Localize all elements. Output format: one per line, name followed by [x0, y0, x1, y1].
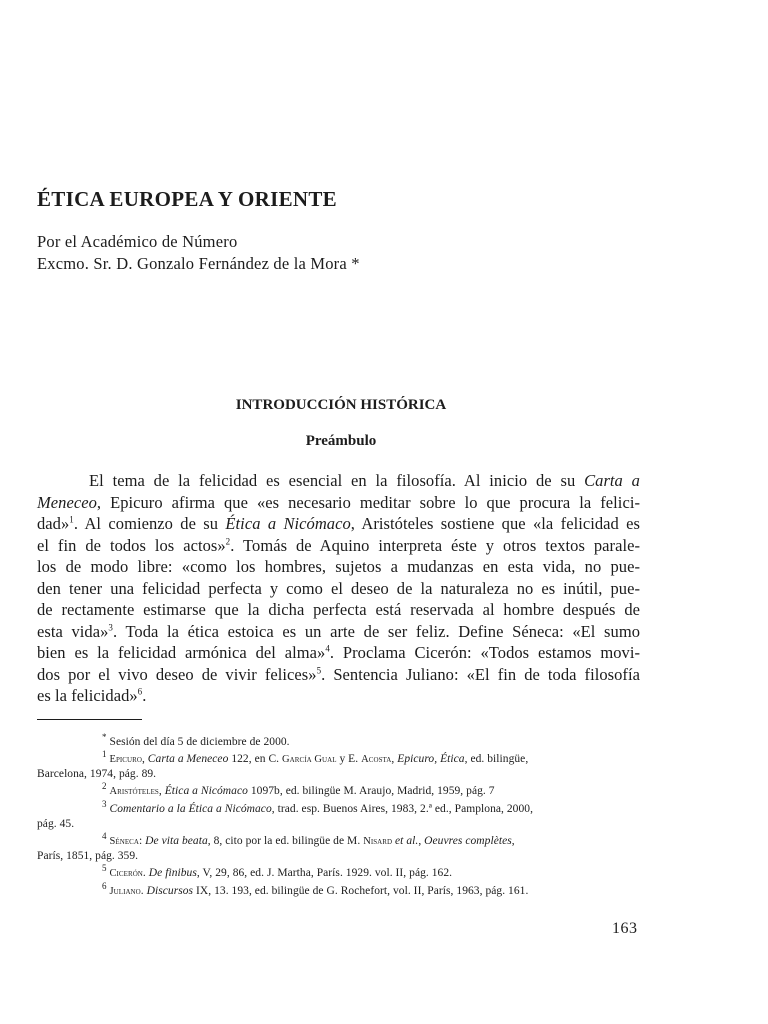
footnote-3: $^3$ Comentario a la Ética a Nicómaco, trad. esp. Buenos Aires, 1983, 2.ª ed., Pamplona, 2000, pág. 45. [37, 799, 533, 830]
byline-role: Por el Académico de Número [37, 232, 238, 251]
footnote-ref[interactable]: 6 [137, 686, 143, 697]
body-line: esta vida»$^3$. Toda la ética estoica es un arte de ser feliz. Define Séneca: «El sumo [37, 621, 641, 641]
footnote-ref[interactable]: 4 [325, 643, 330, 654]
footnote-separator [37, 719, 142, 720]
footnote-4: $^4$ Séneca: De vita beata, 8, cito por la ed. bilingüe de M. Nisard et al., Oeuvres complètes, París, 1851, pág. 359. [37, 830, 515, 862]
footnote-1: $^1$ Epicuro, Carta a Meneceo 122, en C. García Gual y E. Acosta, Epicuro, Ética, ed. bilingüe, Barcelona, 1974, pág. 89. [37, 749, 529, 781]
body-line: los de modo libre: «como los hombres, sujetos a mudanzas en esta vida, no pue- [37, 557, 640, 576]
article-title: ÉTICA EUROPEA Y ORIENTE [37, 187, 337, 211]
subsection-heading: Preámbulo [305, 433, 377, 449]
body-line: dos por el vivo deseo de vivir felices»$^5$. Sentencia Juliano: «El fin de toda filosofía [37, 664, 640, 684]
body-line: el fin de todos los actos»$^2$. Tomás de Aquino interpreta éste y otros textos parale- [37, 535, 640, 555]
footnote-ref[interactable]: 2 [225, 536, 231, 546]
body-line: dad»$^1$. Al comienzo de su Ética a Nicómaco, Aristóteles sostiene que «la felicidad es [37, 514, 641, 533]
page-number: 163 [612, 920, 638, 937]
footnote-ref[interactable]: 5 [316, 665, 322, 675]
body-line: es la felicidad»$^6$. [37, 686, 147, 705]
body-paragraph [37, 470, 640, 707]
footnote-star: * Sesión del día 5 de diciembre de 2000. [102, 732, 290, 748]
body-line: Meneceo, Epicuro afirma que «es necesario meditar sobre lo que procura la felici- [37, 492, 640, 512]
section-heading: INTRODUCCIÓN HISTÓRICA [235, 397, 447, 413]
footnote-ref[interactable]: 3 [108, 622, 113, 632]
body-line: El tema de la felicidad es esencial en la filosofía. Al inicio de su Carta a [89, 471, 640, 490]
byline-author: Excmo. Sr. D. Gonzalo Fernández de la Mora * [37, 254, 360, 273]
body-line: bien es la felicidad armónica del alma»$^4$. Proclama Cicerón: «Todos estamos movi- [37, 643, 641, 662]
footnote-2: $^2$ Aristóteles, Ética a Nicómaco 1097b, ed. bilingüe M. Araujo, Madrid, 1959, pág. 7 [102, 781, 495, 798]
footnotes [37, 732, 640, 902]
footnote-5: $^5$ Cicerón. De finibus, V, 29, 86, ed. J. Martha, París. 1929. vol. II, pág. 162. [102, 863, 453, 880]
body-line: de rectamente estimarse que la dicha perfecta está reservada al hombre después de [37, 600, 640, 619]
footnote-6: $^6$ Juliano. Discursos IX, 13. 193, ed. bilingüe de G. Rochefort, vol. II, París, 1963, pág. 161. [102, 881, 529, 898]
body-line: den tener una felicidad perfecta y como el deseo de la naturaleza no es inútil, pue- [37, 578, 640, 598]
footnote-ref[interactable]: 1 [69, 514, 74, 525]
byline [37, 231, 360, 275]
